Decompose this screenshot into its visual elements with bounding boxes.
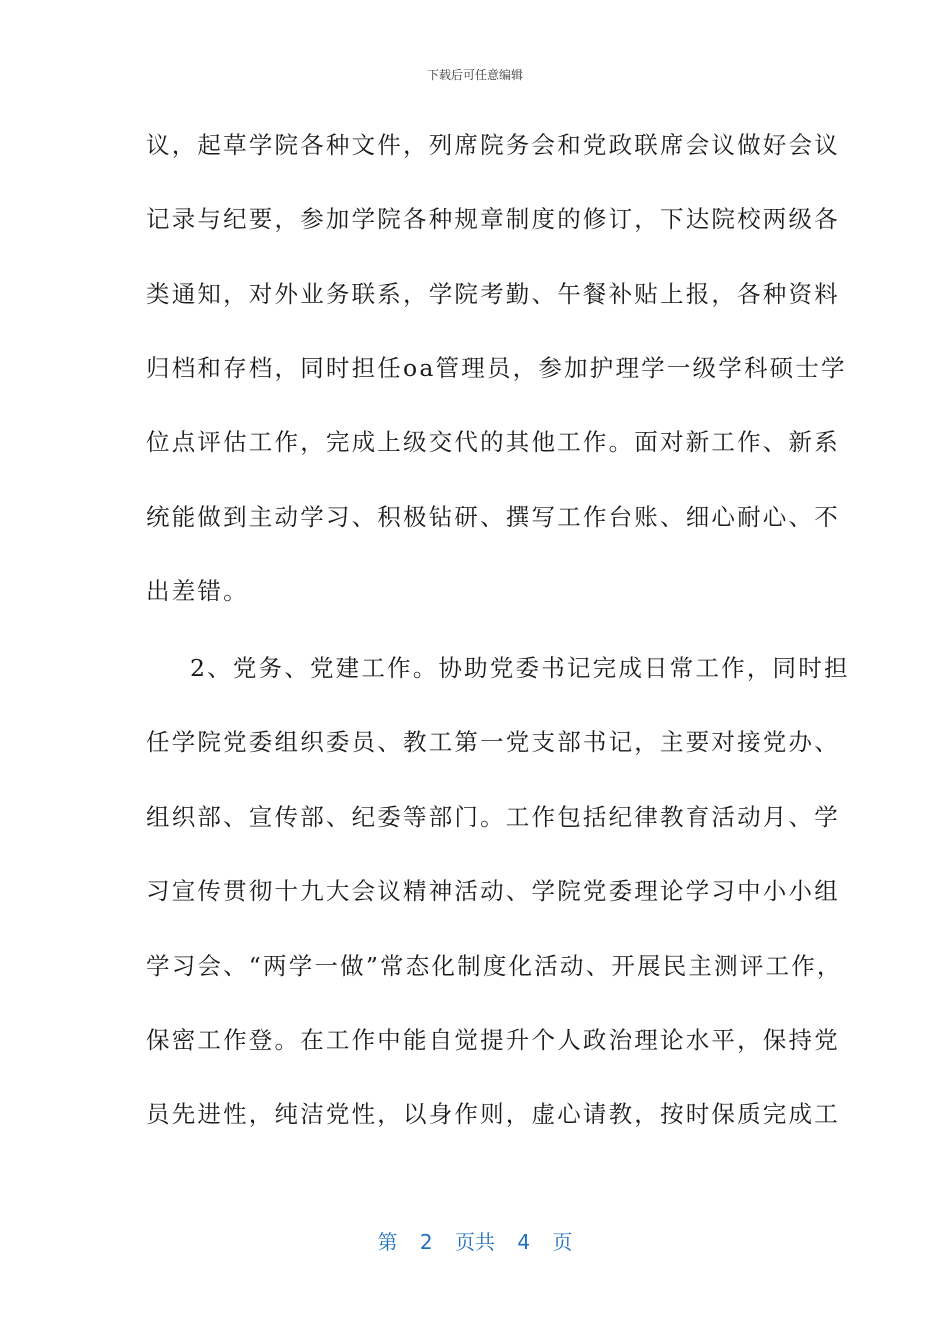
paragraph-1-line-4: 归档和存档，同时担任oa管理员，参加护理学一级学科硕士学 <box>146 354 847 382</box>
paragraph-2-line-6: 保密工作登。在工作中能自觉提升个人政治理论水平，保持党 <box>146 1026 840 1054</box>
page-label-prefix: 第 <box>377 1230 398 1254</box>
paragraph-1-line-7: 出差错。 <box>146 577 249 605</box>
paragraph-1-line-3: 类通知，对外业务联系，学院考勤、午餐补贴上报，各种资料 <box>146 280 840 308</box>
paragraph-1-line-5: 位点评估工作，完成上级交代的其他工作。面对新工作、新系 <box>146 428 840 456</box>
total-pages-number: 4 <box>517 1230 531 1254</box>
page-label-mid: 页共 <box>455 1230 495 1254</box>
paragraph-1-line-1: 议，起草学院各种文件，列席院务会和党政联席会议做好会议 <box>146 131 840 159</box>
paragraph-2-line-3: 组织部、宣传部、纪委等部门。工作包括纪律教育活动月、学 <box>146 803 840 831</box>
paragraph-1-line-2: 记录与纪要，参加学院各种规章制度的修订，下达院校两级各 <box>146 205 840 233</box>
page-label-suffix: 页 <box>552 1230 573 1254</box>
page-header: 下载后可任意编辑 <box>426 68 523 82</box>
paragraph-2-line-4: 习宣传贯彻十九大会议精神活动、学院党委理论学习中小小组 <box>146 877 840 905</box>
paragraph-1-line-6: 统能做到主动学习、积极钻研、撰写工作台账、细心耐心、不 <box>146 503 840 531</box>
paragraph-2-line-7: 员先进性，纯洁党性，以身作则，虚心请教，按时保质完成工 <box>146 1100 840 1128</box>
paragraph-2-line-1: 2、党务、党建工作。协助党委书记完成日常工作，同时担 <box>190 654 850 682</box>
page-footer <box>0 1226 950 1255</box>
paragraph-2-line-5: 学习会、“两学一做”常态化制度化活动、开展民主测评工作， <box>146 952 843 980</box>
paragraph-2-line-2: 任学院党委组织委员、教工第一党支部书记，主要对接党办、 <box>146 728 840 756</box>
current-page-number: 2 <box>419 1230 433 1254</box>
